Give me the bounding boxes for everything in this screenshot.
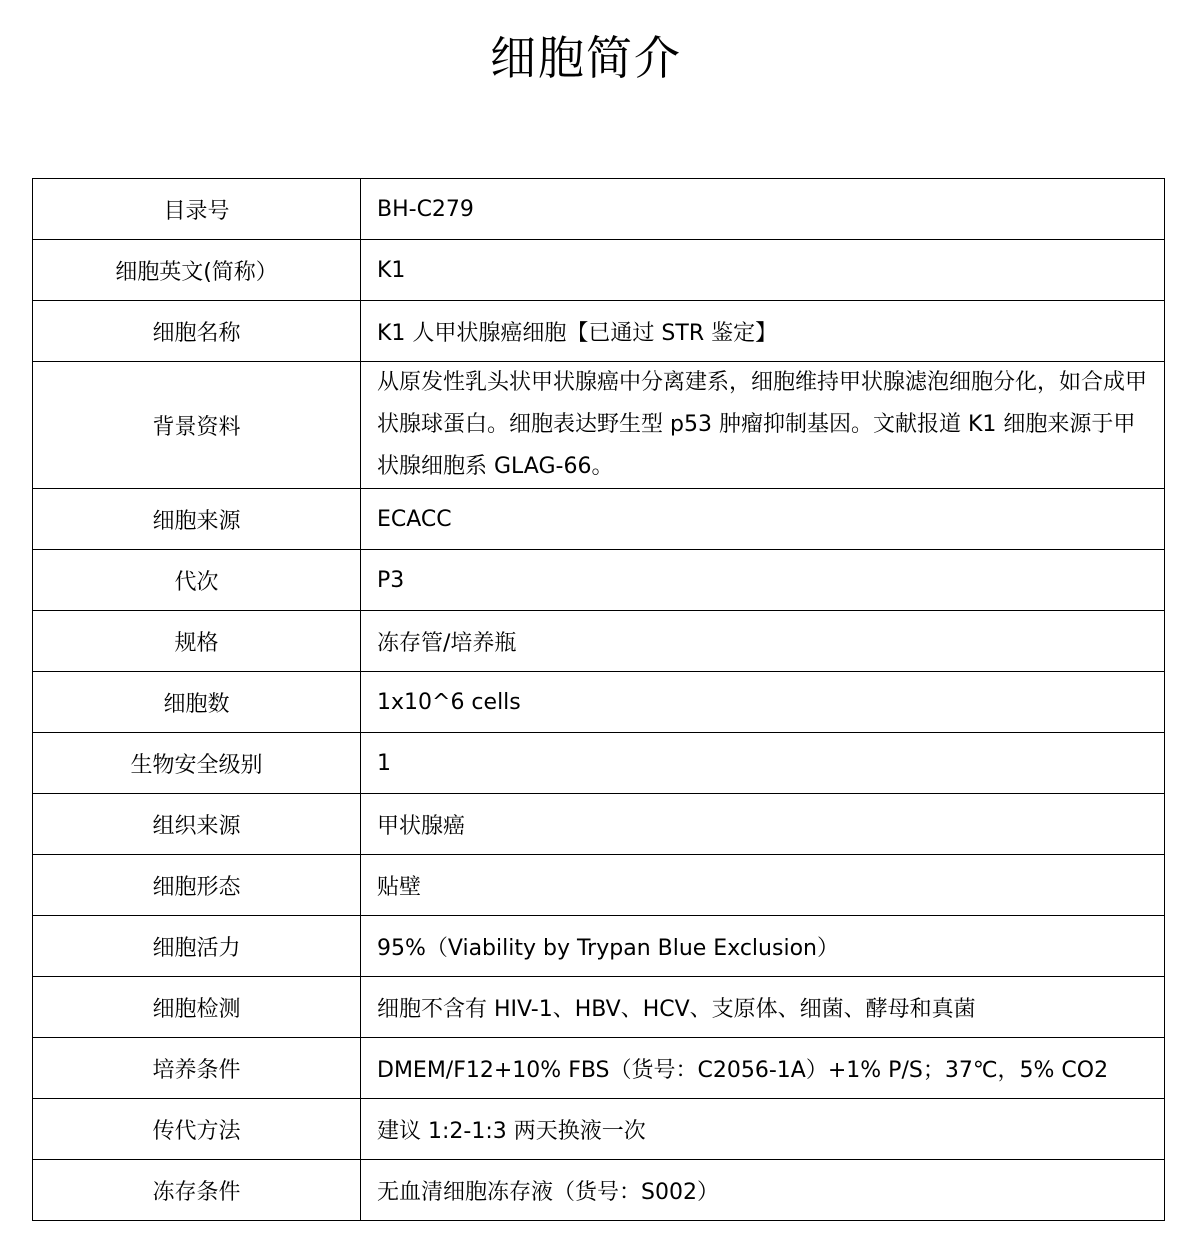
row-label: 传代方法 xyxy=(33,1099,361,1160)
row-value: 细胞不含有 HIV-1、HBV、HCV、支原体、细菌、酵母和真菌 xyxy=(361,977,1165,1038)
row-label: 规格 xyxy=(33,611,361,672)
row-label: 细胞英文(简称） xyxy=(33,240,361,301)
row-label: 目录号 xyxy=(33,179,361,240)
page-title: 细胞简介 xyxy=(490,31,682,85)
row-value: 95%（Viability by Trypan Blue Exclusion） xyxy=(361,916,1165,977)
row-label: 代次 xyxy=(33,550,361,611)
row-specification xyxy=(33,611,1165,672)
row-value: 从原发性乳头状甲状腺癌中分离建系，细胞维持甲状腺滤泡细胞分化，如合成甲状腺球蛋白。细胞表达野生型 p53 肿瘤抑制基因。文献报道 K1 细胞来源于甲状腺细胞系 GLAG-66。 xyxy=(361,362,1165,489)
row-label: 背景资料 xyxy=(33,362,361,489)
row-value: P3 xyxy=(361,550,1165,611)
row-value: K1 人甲状腺癌细胞【已通过 STR 鉴定】 xyxy=(361,301,1165,362)
row-value: 建议 1:2-1:3 两天换液一次 xyxy=(361,1099,1165,1160)
row-testing xyxy=(33,977,1165,1038)
row-source xyxy=(33,489,1165,550)
row-freezing-conditions xyxy=(33,1160,1165,1221)
row-label: 细胞形态 xyxy=(33,855,361,916)
row-label: 组织来源 xyxy=(33,794,361,855)
row-value: BH-C279 xyxy=(361,179,1165,240)
row-value: 甲状腺癌 xyxy=(361,794,1165,855)
row-english-name xyxy=(33,240,1165,301)
row-passage-method xyxy=(33,1099,1165,1160)
row-label: 生物安全级别 xyxy=(33,733,361,794)
row-label: 细胞检测 xyxy=(33,977,361,1038)
row-morphology xyxy=(33,855,1165,916)
row-label: 细胞来源 xyxy=(33,489,361,550)
row-cell-name xyxy=(33,301,1165,362)
cell-info-table xyxy=(32,178,1165,1221)
row-biosafety-level xyxy=(33,733,1165,794)
row-value: DMEM/F12+10% FBS（货号：C2056-1A）+1% P/S；37℃，5% CO2 xyxy=(361,1038,1165,1099)
row-background xyxy=(33,362,1165,489)
row-value: 冻存管/培养瓶 xyxy=(361,611,1165,672)
row-label: 冻存条件 xyxy=(33,1160,361,1221)
row-label: 培养条件 xyxy=(33,1038,361,1099)
row-cell-count xyxy=(33,672,1165,733)
row-value: 1 xyxy=(361,733,1165,794)
row-culture-conditions xyxy=(33,1038,1165,1099)
row-tissue-source xyxy=(33,794,1165,855)
row-viability xyxy=(33,916,1165,977)
row-value: 无血清细胞冻存液（货号：S002） xyxy=(361,1160,1165,1221)
row-passage xyxy=(33,550,1165,611)
row-catalog-number xyxy=(33,179,1165,240)
row-label: 细胞名称 xyxy=(33,301,361,362)
row-value: K1 xyxy=(361,240,1165,301)
row-value: 贴壁 xyxy=(361,855,1165,916)
row-value: ECACC xyxy=(361,489,1165,550)
row-label: 细胞数 xyxy=(33,672,361,733)
row-value: 1x10^6 cells xyxy=(361,672,1165,733)
row-label: 细胞活力 xyxy=(33,916,361,977)
